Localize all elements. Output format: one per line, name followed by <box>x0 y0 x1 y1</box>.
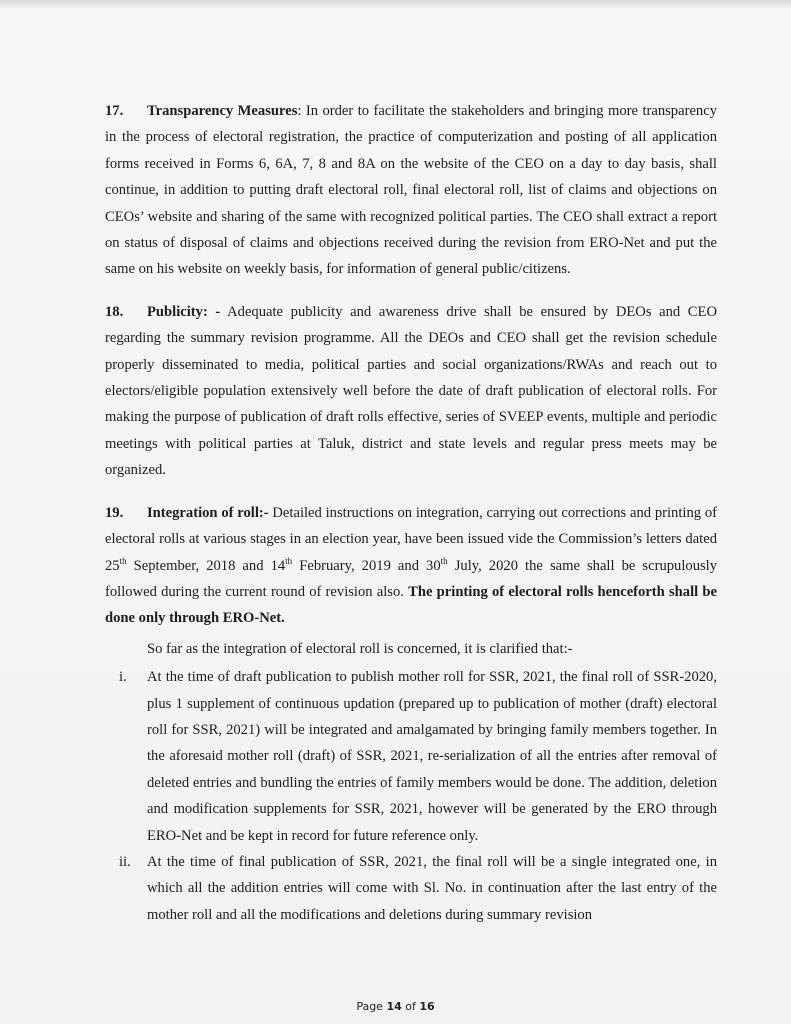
total-pages: 16 <box>419 1000 435 1013</box>
superscript: th <box>285 555 293 566</box>
section-19 <box>105 500 717 632</box>
section-number: 17. <box>105 103 124 119</box>
superscript: th <box>119 555 127 566</box>
section-text: July, 2020 the same shall be scrupulously followed during the current round of revision also. <box>105 557 718 600</box>
page-footer <box>0 1000 791 1013</box>
section-title: Transparency Measures <box>147 103 298 119</box>
section-text: February, 2019 and 30 <box>292 557 441 574</box>
list-item <box>105 849 717 928</box>
list-item <box>105 664 717 849</box>
section-title: Publicity: - <box>147 303 221 320</box>
current-page-number: 14 <box>386 1000 402 1013</box>
footer-middle: of <box>401 1000 420 1013</box>
list-item-text: At the time of final publication of SSR, 2021, the final roll will be a single integrated one, in which all the addition entries will come with Sl. No. in continuation after the last entry of the mother roll and all the modifications and deletions during summary revision <box>147 853 717 923</box>
list-item-number: ii. <box>119 853 131 870</box>
section-number: 19. <box>105 504 124 521</box>
section-text: : In order to facilitate the stakeholders and bringing more transparency in the process of electoral registration, the practice of computerization and posting of all application forms received in Forms 6, 6A, 7, 8 and 8A on the website of the CEO on a day to day basis, shall continue, in addition to putting draft electoral roll, final electoral roll, list of claims and objections on CEOs’ website and sharing of the same with recognized political parties. The CEO shall extract a report on status of disposal of claims and objections received during the revision from ERO-Net and put the same on his website on weekly basis, for information of general public/citizens. <box>105 103 717 278</box>
scan-edge <box>0 0 791 8</box>
section-17 <box>105 98 717 283</box>
page-content <box>105 98 717 928</box>
bold-statement: The printing of electoral rolls henceforth shall be done only through ERO-Net. <box>105 583 717 627</box>
integration-list <box>105 664 717 928</box>
section-text: Detailed instructions on integration, carrying out corrections and printing of electoral rolls at various stages in an election year, have been issued vide the Commission’s letters dated 25 <box>105 504 717 574</box>
section-text: September, 2018 and 14 <box>126 557 286 574</box>
footer-prefix: Page <box>356 1000 387 1013</box>
superscript: th <box>440 555 448 566</box>
section-number: 18. <box>105 303 124 320</box>
list-item-text: At the time of draft publication to publish mother roll for SSR, 2021, the final roll of SSR-2020, plus 1 supplement of continuous updation (prepared up to publication of mother (draft) electoral roll for SSR, 2021) will be integrated and amalgamated by bringing family members together. In the aforesaid mother roll (draft) of SSR, 2021, re-serialization of all the entries after removal of deleted entries and bundling the entries of family members would be done. The addition, deletion and modification supplements for SSR, 2021, however will be generated by the ERO through ERO-Net and be kept in record for future reference only. <box>147 669 717 844</box>
section-18 <box>105 299 717 484</box>
integration-intro: So far as the integration of electoral roll is concerned, it is clarified that:- <box>147 640 573 657</box>
section-text: Adequate publicity and awareness drive shall be ensured by DEOs and CEO regarding the summary revision programme. All the DEOs and CEO shall get the revision schedule properly disseminated to media, political parties and social organizations/RWAs and reach out to electors/eligible population extensively well before the date of draft publication of electoral rolls. For making the purpose of publication of draft rolls effective, series of SVEEP events, multiple and periodic meetings with political parties at Taluk, district and state levels and regular press meets may be organized. <box>105 303 717 479</box>
section-title: Integration of roll:- <box>147 504 269 521</box>
list-item-number: i. <box>119 669 127 686</box>
